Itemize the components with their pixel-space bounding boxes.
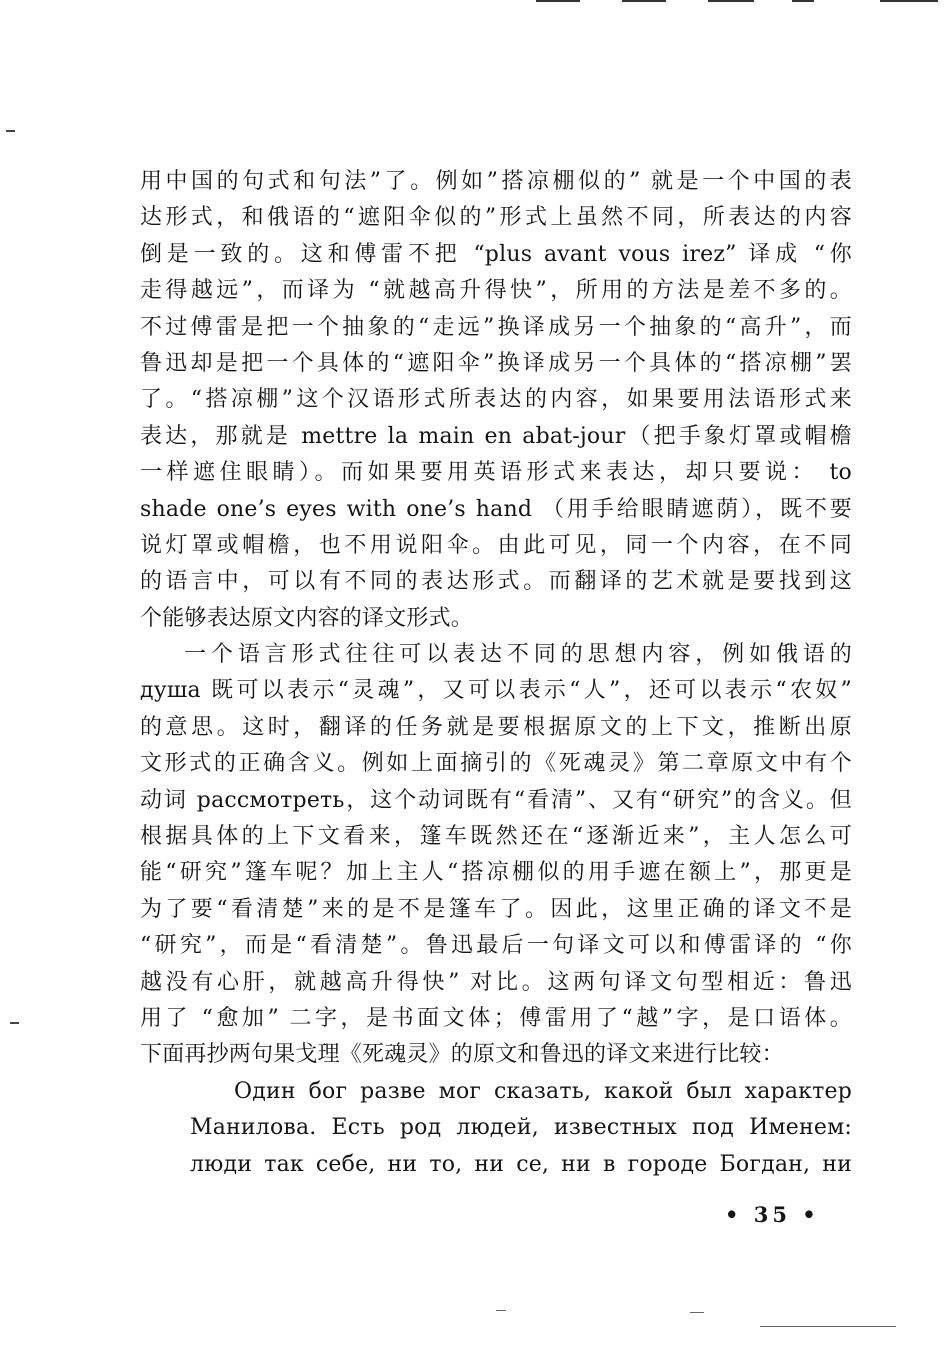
margin-mark <box>6 130 15 132</box>
russian-quote <box>190 1074 852 1183</box>
margin-mark <box>10 1022 19 1024</box>
text-line: 不过傅雷是把一个抽象的“走远”换译成另一个抽象的“高升”，而 <box>140 314 852 340</box>
text-line: душа 既可以表示“灵魂”，又可以表示“人”，还可以表示“农奴” <box>140 678 852 704</box>
text-line: 动词 рассмотреть，这个动词既有“看清”、又有“研究”的含义。但 <box>140 787 852 813</box>
text-line: 能“研究”篷车呢？加上主人“搭凉棚似的用手遮在额上”，那更是 <box>140 860 852 886</box>
text-line: 了。“搭凉棚”这个汉语形式所表达的内容，如果要用法语形式来 <box>140 387 852 413</box>
text-line: 根据具体的上下文看来，篷车既然还在“逐渐近来”，主人怎么可 <box>140 824 852 850</box>
paragraph-1 <box>140 164 852 637</box>
text-line: 的意思。这时，翻译的任务就是要根据原文的上下文，推断出原 <box>140 714 852 740</box>
text-line: 鲁迅却是把一个具体的“遮阳伞”换译成另一个具体的“搭凉棚”罢 <box>140 350 852 376</box>
text-line: shade one’s eyes with one’s hand （用手给眼睛遮荫），既不要 <box>140 496 852 522</box>
paragraph-2 <box>140 637 852 1074</box>
scan-line-mark <box>792 0 814 2</box>
scan-line-mark <box>536 0 580 2</box>
scan-line-mark <box>496 1310 506 1311</box>
text-line: 文形式的正确含义。例如上面摘引的《死魂灵》第二章原文中有个 <box>140 751 852 777</box>
text-line: 倒是一致的。这和傅雷不把 “plus avant vous irez” 译成 “你 <box>140 241 852 267</box>
text-line: 走得越远”，而译为 “就越高升得快”，所用的方法是差不多的。 <box>140 278 852 304</box>
quote-line: Один бог разве мог сказать, какой был характер <box>234 1078 852 1104</box>
text-line: “研究”，而是“看清楚”。鲁迅最后一句译文可以和傅雷译的 “你 <box>140 933 852 959</box>
quote-line: люди так себе, ни то, ни се, ни в городе Богдан, ни <box>190 1151 852 1177</box>
page-number: • 35 • <box>725 1202 820 1227</box>
text-line: 一样遮住眼睛）。而如果要用英语形式来表达，却只要说： to <box>140 460 852 486</box>
text-line: 的语言中，可以有不同的表达形式。而翻译的艺术就是要找到这 <box>140 569 852 595</box>
scan-line-mark <box>708 0 754 2</box>
text-line: 为了要“看清楚”来的是不是篷车了。因此，这里正确的译文不是 <box>140 896 852 922</box>
text-line: 越没有心肝，就越高升得快” 对比。这两句译文句型相近：鲁迅 <box>140 969 852 995</box>
text-line: 用中国的句式和句法”了。例如”搭凉棚似的” 就是一个中国的表 <box>140 169 852 194</box>
scan-line-mark <box>690 1312 704 1313</box>
text-line: 用了 “愈加” 二字，是书面文体；傅雷用了“越”字，是口语体。 <box>140 1005 852 1031</box>
scan-line-mark <box>760 1326 896 1327</box>
scan-line-mark <box>622 0 666 2</box>
text-line: 说灯罩或帽檐，也不用说阳伞。由此可见，同一个内容，在不同 <box>140 532 852 558</box>
text-line: 达形式，和俄语的“遮阳伞似的”形式上虽然不同，所表达的内容 <box>140 205 852 231</box>
scan-line-mark <box>880 0 938 2</box>
quote-line: Манилова. Есть род людей, известных под Именем: <box>190 1115 852 1141</box>
text-line: 表达，那就是 mettre la main en abat-jour（把手象灯罩或帽檐 <box>140 423 852 449</box>
text-line: 一个语言形式往往可以表达不同的思想内容，例如俄语的 <box>184 642 852 668</box>
text-line: 个能够表达原文内容的译文形式。 <box>140 605 474 631</box>
text-line: 下面再抄两句果戈理《死魂灵》的原文和鲁迅的译文来进行比较： <box>140 1042 784 1068</box>
page-body <box>140 164 852 1183</box>
